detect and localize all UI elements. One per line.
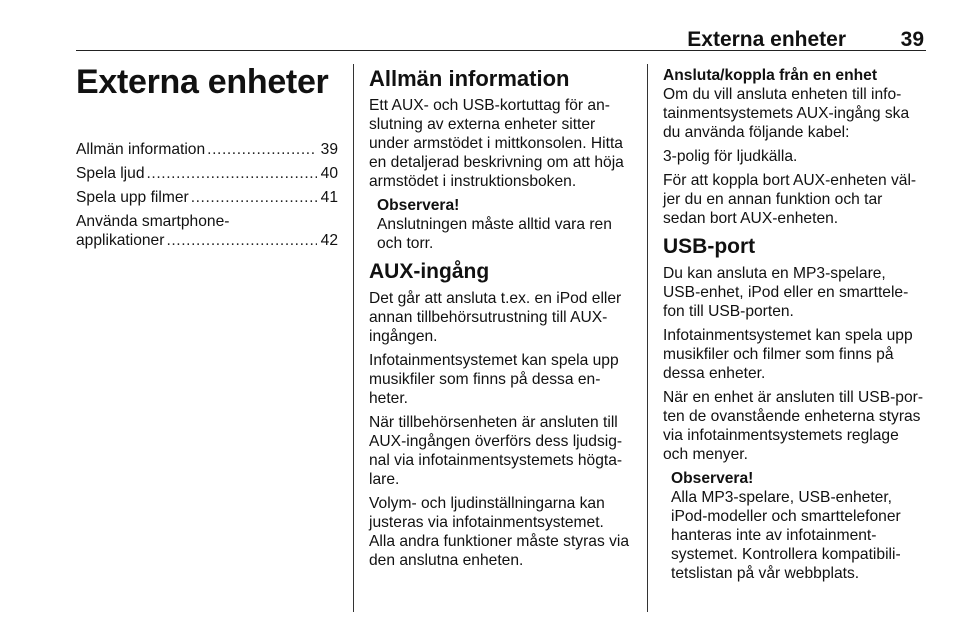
paragraph: Infotainmentsystemet kan spela upp musikfiler som finns på dessa en-heter. [369, 352, 619, 407]
toc-page-number: 40 [320, 165, 338, 182]
note-text: Alla MP3-spelare, USB-enheter, iPod-modeller och smarttelefoner hanteras inte av infotainment-systemet. Kontrollera kompatibili-tetslistan på vår webbplats. [671, 489, 901, 582]
paragraph: 3-polig för ljudkälla. [663, 148, 798, 165]
toc-label-line1: Använda smartphone- [76, 213, 230, 230]
column-2 [369, 60, 633, 575]
column-3 [663, 60, 927, 589]
column-divider-2 [647, 64, 648, 612]
note-title: Observera! [377, 197, 460, 214]
paragraph: Det går att ansluta t.ex. en iPod eller annan tillbehörsutrustning till AUX-ingången. [369, 290, 622, 345]
toc-page-number: 39 [320, 141, 338, 158]
toc-entry-spela-upp-filmer[interactable] [76, 188, 338, 207]
section-title-usb-port: USB-port [663, 235, 756, 258]
toc-entry-allman-information[interactable] [76, 140, 338, 159]
paragraph: När en enhet är ansluten till USB-por-ten de ovanstående enheterna styras via infotainmentsystemets reglage och menyer. [663, 389, 924, 463]
note-title: Observera! [671, 470, 754, 487]
page-number: 39 [900, 28, 924, 51]
toc-label: Spela ljud [76, 165, 145, 182]
running-header-title: Externa enheter [687, 28, 846, 51]
note-text: Anslutningen måste alltid vara ren och torr. [377, 216, 612, 252]
chapter-title: Externa enheter [76, 63, 329, 101]
toc-leader-dots [147, 164, 317, 183]
toc-label: applikationer [76, 232, 165, 249]
column-divider-1 [353, 64, 354, 612]
paragraph: Volym- och ljudinställningarna kan justeras via infotainmentsystemet. Alla andra funktioner måste styras via den anslutna enheten. [369, 495, 630, 569]
paragraph: Om du vill ansluta enheten till info-tainmentsystemets AUX-ingång ska du använda följande kabel: [663, 86, 910, 141]
paragraph: Infotainmentsystemet kan spela upp musikfiler och filmer som finns på dessa enheter. [663, 327, 913, 382]
note-box [377, 196, 633, 253]
section-title-aux-ingang: AUX-ingång [369, 260, 490, 283]
toc-entry-spela-ljud[interactable] [76, 164, 338, 183]
subsection-title-ansluta: Ansluta/koppla från en enhet [663, 67, 878, 84]
toc-page-number: 41 [320, 189, 338, 206]
paragraph: Ett AUX- och USB-kortuttag för an-slutning av externa enheter sitter under armstödet i mittkonsolen. Hitta en detaljerad beskrivning om att höja armstödet i instruktionsboken. [369, 97, 624, 190]
section-title-allman-information: Allmän information [369, 66, 570, 91]
toc-leader-dots [207, 140, 317, 159]
paragraph: För att koppla bort AUX-enheten väl-jer du en annan funktion och tar sedan bort AUX-enheten. [663, 172, 917, 227]
paragraph: Du kan ansluta en MP3-spelare, USB-enhet, iPod eller en smarttele-fon till USB-porten. [663, 265, 909, 320]
toc-page-number: 42 [320, 232, 338, 249]
column-1 [76, 60, 338, 255]
note-box [671, 469, 927, 583]
header-rule [76, 50, 926, 51]
toc-label: Allmän information [76, 141, 206, 158]
toc-label: Spela upp filmer [76, 189, 189, 206]
paragraph: När tillbehörsenheten är ansluten till AUX-ingången överförs dess ljudsig-nal via infotainmentsystemets högta-lare. [369, 414, 623, 488]
toc-entry-smartphone-applikationer[interactable] [76, 212, 338, 250]
toc-leader-dots [166, 231, 316, 250]
toc-leader-dots [191, 188, 317, 207]
